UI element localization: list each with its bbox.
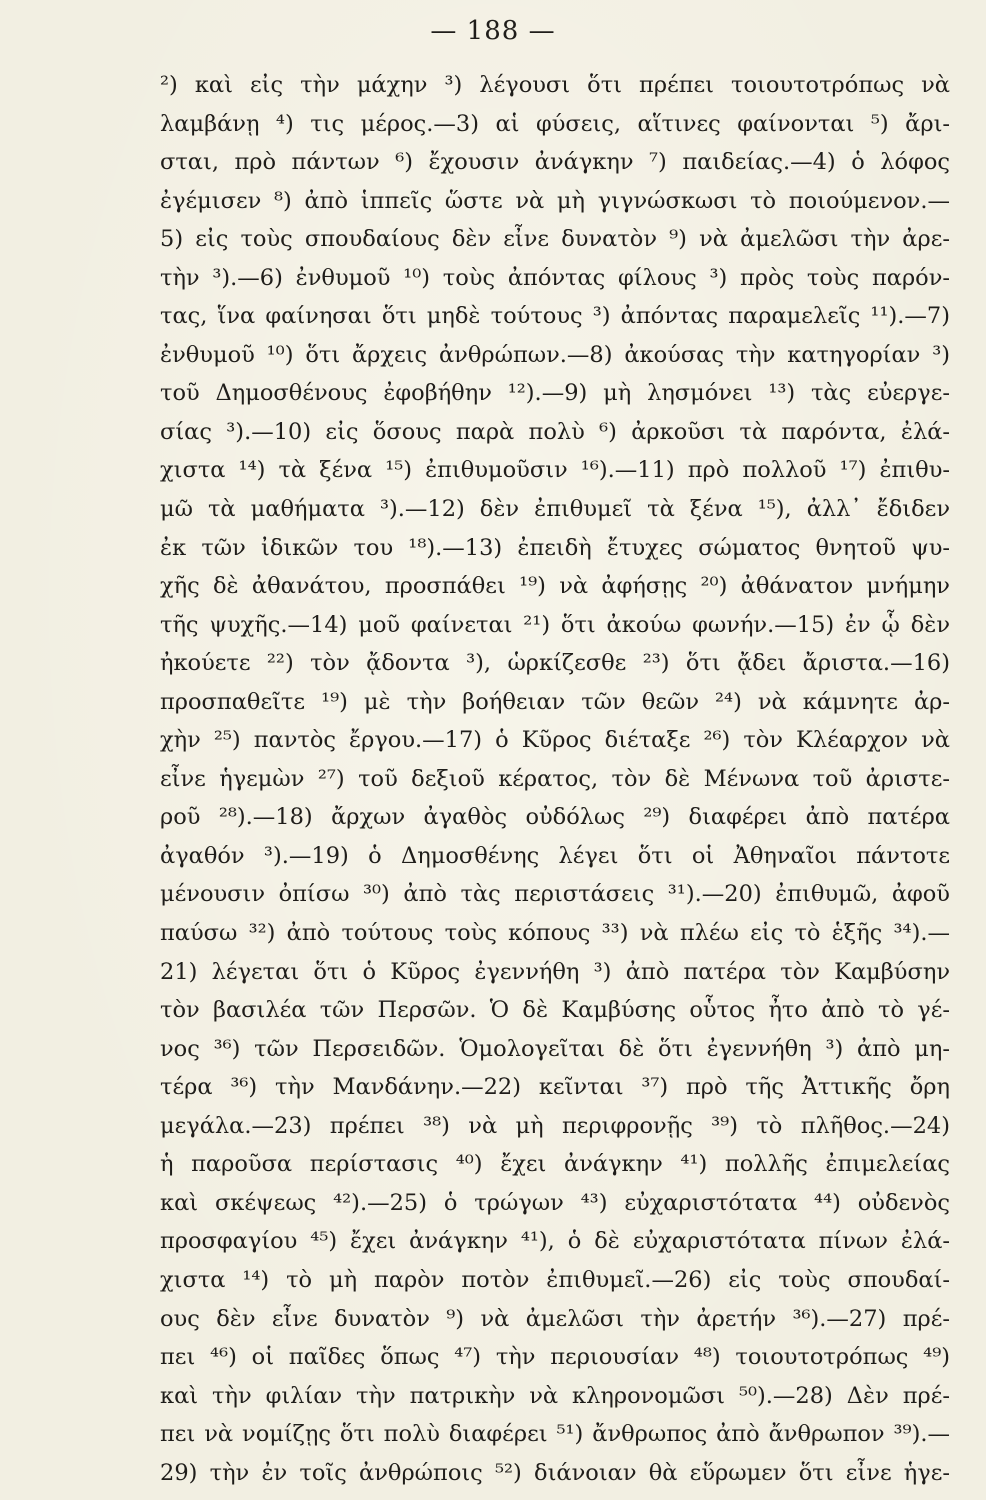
text-line: ἐνθυμοῦ ¹⁰) ὅτι ἄρχεις ἀνθρώπων.—8) ἀκούσας τὴν κατηγορίαν ³) <box>160 341 950 368</box>
text-line: μένουσιν ὀπίσω ³⁰) ἀπὸ τὰς περιστάσεις ³¹).—20) ἐπιθυμῶ, ἀφοῦ <box>160 881 950 908</box>
text-line: παύσω ³²) ἀπὸ τούτους τοὺς κόπους ³³) νὰ πλέω εἰς τὸ ἑξῆς ³⁴).— <box>160 920 950 947</box>
body-text <box>160 66 950 1492</box>
text-line: ροῦ ²⁸).—18) ἄρχων ἀγαθὸς οὐδόλως ²⁹) διαφέρει ἀπὸ πατέρα <box>160 804 950 831</box>
text-line: ἀγαθόν ³).—19) ὁ Δημοσθένης λέγει ὅτι οἱ Ἀθηναῖοι πάντοτε <box>160 842 950 869</box>
page-number: — 188 — <box>430 16 556 46</box>
text-line: ²) καὶ εἰς τὴν μάχην ³) λέγουσι ὅτι πρέπει τοιουτοτρόπως νὰ <box>160 72 950 98</box>
text-line: 29) τὴν ἐν τοῖς ἀνθρώποις ⁵²) διάνοιαν θὰ εὕρωμεν ὅτι εἶνε ἡγε- <box>160 1459 950 1486</box>
text-line: 21) λέγεται ὅτι ὁ Κῦρος ἐγεννήθη ³) ἀπὸ πατέρα τὸν Καμβύσην <box>160 958 950 985</box>
text-line: τοῦ Δημοσθένους ἐφοβήθην ¹²).—9) μὴ λησμόνει ¹³) τὰς εὐεργε- <box>160 380 950 407</box>
text-line: χῆς δὲ ἀθανάτου, προσπάθει ¹⁹) νὰ ἀφήσῃς ²⁰) ἀθάνατον μνήμην <box>160 573 950 600</box>
text-line: ἐκ τῶν ἰδικῶν του ¹⁸).—13) ἐπειδὴ ἔτυχες σώματος θνητοῦ ψυ- <box>160 534 950 561</box>
text-line: σίας ³).—10) εἰς ὅσους παρὰ πολὺ ⁶) ἀρκοῦσι τὰ παρόντα, ἐλά- <box>160 418 950 445</box>
text-line: προσπαθεῖτε ¹⁹) μὲ τὴν βοήθειαν τῶν θεῶν ²⁴) νὰ κάμνητε ἀρ- <box>160 688 950 715</box>
text-line: εἶνε ἡγεμὼν ²⁷) τοῦ δεξιοῦ κέρατος, τὸν δὲ Μένωνα τοῦ ἀριστε- <box>160 765 950 792</box>
text-line: σται, πρὸ πάντων ⁶) ἔχουσιν ἀνάγκην ⁷) παιδείας.—4) ὁ λόφος <box>160 149 950 176</box>
text-line: ἐγέμισεν ⁸) ἀπὸ ἱππεῖς ὥστε νὰ μὴ γιγνώσκωσι τὸ ποιούμενον.— <box>160 187 950 214</box>
text-line: λαμβάνῃ ⁴) τις μέρος.—3) αἱ φύσεις, αἵτινες φαίνονται ⁵) ἄρι- <box>160 110 950 137</box>
text-line: χιστα ¹⁴) τὰ ξένα ¹⁵) ἐπιθυμοῦσιν ¹⁶).—11) πρὸ πολλοῦ ¹⁷) ἐπιθυ- <box>160 457 950 484</box>
text-line: ους δὲν εἶνε δυνατὸν ⁹) νὰ ἀμελῶσι τὴν ἀρετήν ³⁶).—27) πρέ- <box>160 1305 950 1332</box>
text-line: μεγάλα.—23) πρέπει ³⁸) νὰ μὴ περιφρονῇς ³⁹) τὸ πλῆθος.—24) <box>160 1112 950 1139</box>
text-line: τὴν ³).—6) ἐνθυμοῦ ¹⁰) τοὺς ἀπόντας φίλους ³) πρὸς τοὺς παρόν- <box>160 264 950 291</box>
text-line: πει νὰ νομίζῃς ὅτι πολὺ διαφέρει ⁵¹) ἄνθρωπος ἀπὸ ἄνθρωπον ³⁹).— <box>160 1421 950 1448</box>
text-line: 5) εἰς τοὺς σπουδαίους δὲν εἶνε δυνατὸν ⁹) νὰ ἀμελῶσι τὴν ἀρε- <box>160 226 950 253</box>
text-line: ἠκούετε ²²) τὸν ᾄδοντα ³), ὡρκίζεσθε ²³) ὅτι ᾄδει ἄριστα.—16) <box>160 650 950 677</box>
text-line: ἡ παροῦσα περίστασις ⁴⁰) ἔχει ἀνάγκην ⁴¹) πολλῆς ἐπιμελείας <box>160 1151 950 1178</box>
text-line: τέρα ³⁶) τὴν Μανδάνην.—22) κεῖνται ³⁷) πρὸ τῆς Ἀττικῆς ὄρη <box>160 1074 950 1101</box>
text-line: μῶ τὰ μαθήματα ³).—12) δὲν ἐπιθυμεῖ τὰ ξένα ¹⁵), ἀλλ᾽ ἔδιδεν <box>160 496 950 523</box>
text-line: πει ⁴⁶) οἱ παῖδες ὅπως ⁴⁷) τὴν περιουσίαν ⁴⁸) τοιουτοτρόπως ⁴⁹) <box>160 1344 950 1371</box>
text-line: καὶ σκέψεως ⁴²).—25) ὁ τρώγων ⁴³) εὐχαριστότατα ⁴⁴) οὐδενὸς <box>160 1189 950 1216</box>
text-line: καὶ τὴν φιλίαν τὴν πατρικὴν νὰ κληρονομῶσι ⁵⁰).—28) Δὲν πρέ- <box>160 1382 950 1409</box>
text-line: προσφαγίου ⁴⁵) ἔχει ἀνάγκην ⁴¹), ὁ δὲ εὐχαριστότατα πίνων ἐλά- <box>160 1228 950 1255</box>
text-line: χιστα ¹⁴) τὸ μὴ παρὸν ποτὸν ἐπιθυμεῖ.—26) εἰς τοὺς σπουδαί- <box>160 1266 950 1293</box>
text-line: χὴν ²⁵) παντὸς ἔργου.—17) ὁ Κῦρος διέταξε ²⁶) τὸν Κλέαρχον νὰ <box>160 727 950 754</box>
text-line: τὸν βασιλέα τῶν Περσῶν. Ὁ δὲ Καμβύσης οὗτος ἦτο ἀπὸ τὸ γέ- <box>160 997 950 1024</box>
text-line: τῆς ψυχῆς.—14) μοῦ φαίνεται ²¹) ὅτι ἀκούω φωνήν.—15) ἐν ᾧ δὲν <box>160 611 950 638</box>
text-line: τας, ἵνα φαίνησαι ὅτι μηδὲ τούτους ³) ἀπόντας παραμελεῖς ¹¹).—7) <box>160 303 950 330</box>
text-line: νος ³⁶) τῶν Περσειδῶν. Ὁμολογεῖται δὲ ὅτι ἐγεννήθη ³) ἀπὸ μη- <box>160 1035 950 1062</box>
